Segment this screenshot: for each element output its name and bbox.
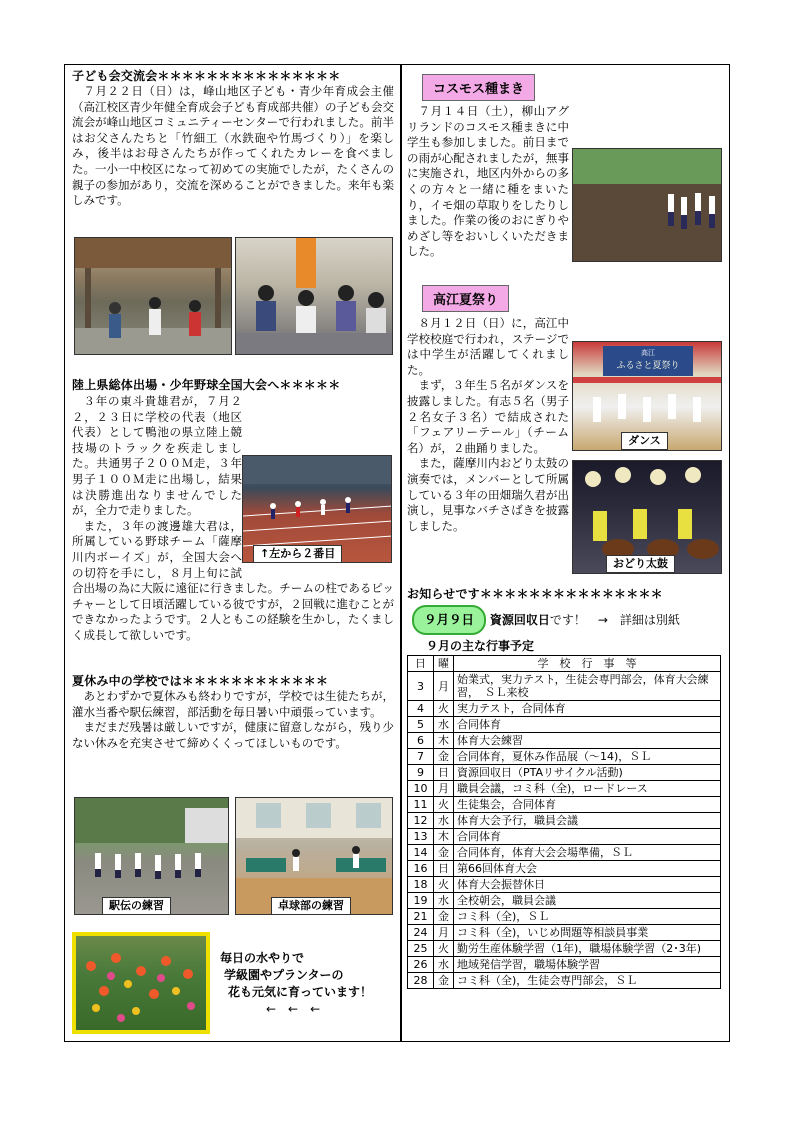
schedule-day-cell: 25	[408, 941, 434, 957]
schedule-day-cell: 11	[408, 797, 434, 813]
schedule-title: ９月の主な行事予定	[426, 639, 535, 653]
schedule-day-cell: 13	[408, 829, 434, 845]
schedule-day-cell: 28	[408, 973, 434, 989]
table-row	[408, 701, 721, 717]
schedule-event-cell: コミ科（全)，ＳＬ	[454, 909, 721, 925]
schedule-day-cell: 6	[408, 733, 434, 749]
schedule-body	[408, 672, 721, 989]
table-row	[408, 925, 721, 941]
flower-text	[220, 950, 372, 1018]
flower-arrows: ← ← ←	[266, 1002, 321, 1016]
schedule-event-cell: 全校朝会，職員会議	[454, 893, 721, 909]
flower-line-2: 学級園やプランターの	[224, 968, 344, 982]
rikujo-heading: 陸上県総体出場・少年野球全国大会へ＊＊＊＊＊	[72, 378, 341, 392]
kodomo-heading: 子ども会交流会＊＊＊＊＊＊＊＊＊＊＊＊＊＊＊	[72, 69, 341, 83]
matsuri-title: 高江夏祭り	[422, 285, 509, 312]
table-row	[408, 973, 721, 989]
table-row	[408, 797, 721, 813]
schedule-week-cell: 金	[434, 749, 454, 765]
schedule-event-cell: 体育大会予行，職員会議	[454, 813, 721, 829]
kodomo-photo-2	[235, 237, 393, 355]
schedule-header-week: 曜	[434, 656, 454, 672]
banner-main: ふるさと夏祭り	[616, 361, 680, 371]
ekiden-caption: 駅伝の練習	[102, 897, 171, 915]
table-row	[408, 781, 721, 797]
schedule-day-cell: 26	[408, 957, 434, 973]
flower-photo	[72, 932, 210, 1034]
table-row	[408, 877, 721, 893]
schedule-table	[407, 655, 721, 989]
column-divider	[400, 64, 402, 1042]
schedule-week-cell: 日	[434, 765, 454, 781]
flower-photo-art	[76, 936, 206, 1030]
schedule-header-event: 学 校 行 事 等	[454, 656, 721, 672]
rikujo-paragraph-1: ３年の東斗貴雄君が，７月２２，２３日に学校の代表（地区代表）として鴨池の県立陸上競技場のトラックを疾走しました。共通男子２００Ｍ走，３年男子１００Ｍ走に出場し，結果は決勝進出なりませんでしたが，全力で走りました。	[72, 394, 242, 518]
table-row	[408, 845, 721, 861]
natsu-paragraph-2: まだまだ残暑は厳しいですが，健康に留意しながら，残り少ない休みを充実させて締めくくってほしいものです。	[72, 720, 394, 750]
natsu-section	[72, 673, 394, 751]
schedule-day-cell: 7	[408, 749, 434, 765]
matsuri-paragraph-1: ８月１２日（日）に，高江中学校校庭で行われ，ステージでは中学生が活躍してくれました。	[407, 316, 569, 377]
schedule-event-cell: 資源回収日（PTAリサイクル活動)	[454, 765, 721, 781]
table-row	[408, 909, 721, 925]
schedule-event-cell: 第66回体育大会	[454, 861, 721, 877]
schedule-event-cell: 始業式，実力テスト，生徒会専門部会，体育大会練習， ＳＬ来校	[454, 672, 721, 701]
schedule-day-cell: 21	[408, 909, 434, 925]
table-row	[408, 893, 721, 909]
schedule-day-cell: 5	[408, 717, 434, 733]
natsu-heading: 夏休み中の学校では＊＊＊＊＊＊＊＊＊＊＊＊	[72, 674, 329, 688]
table-row	[408, 717, 721, 733]
kodomo-photo-1-art	[75, 238, 232, 355]
schedule-day-cell: 24	[408, 925, 434, 941]
table-row	[408, 861, 721, 877]
natsu-paragraph-1: あとわずかで夏休みも終わりですが，学校では生徒たちが，灌水当番や駅伝練習，部活動を毎日暑い中頑張っています。	[72, 689, 394, 719]
schedule-day-cell: 3	[408, 672, 434, 701]
schedule-week-cell: 水	[434, 813, 454, 829]
schedule-event-cell: 合同体育	[454, 829, 721, 845]
schedule-event-cell: 合同体育，夏休み作品展（～14)，ＳＬ	[454, 749, 721, 765]
cosmos-body: ７月１４日（土），柳山アグリランドのコスモス種まきに中学生も参加しました。前日までの雨が心配されましたが，無事に実施され，地区内外からの多くの方々と一緒に種をまいたり，イモ畑の草取りをしたりしました。作業の後のおにぎりやめざし等をおいしくいただきました。	[407, 104, 569, 259]
oshirase-suffix: です！ → 詳細は別紙	[549, 613, 680, 627]
oshirase-line	[412, 605, 680, 635]
oshirase-heading: お知らせです＊＊＊＊＊＊＊＊＊＊＊＊＊＊＊	[407, 587, 663, 601]
schedule-week-cell: 月	[434, 672, 454, 701]
cosmos-title-box	[422, 74, 535, 101]
schedule-week-cell: 火	[434, 877, 454, 893]
taiko-caption: おどり太鼓	[606, 555, 675, 573]
schedule-week-cell: 日	[434, 861, 454, 877]
schedule-week-cell: 月	[434, 925, 454, 941]
table-row	[408, 941, 721, 957]
cosmos-photo	[572, 148, 722, 262]
takkyu-caption: 卓球部の練習	[271, 897, 351, 915]
schedule-week-cell: 水	[434, 957, 454, 973]
matsuri-title-box	[422, 285, 509, 312]
schedule-day-cell: 18	[408, 877, 434, 893]
kodomo-photo-2-art	[236, 238, 393, 355]
kodomo-body: ７月２２日（日）は，峰山地区子ども・青少年育成会主催（高江校区青少年健全育成会子ども育成部共催）の子ども会交流会が峰山地区コミュニティーセンターで行われました。前半はお父さんたちと「竹細工（水鉄砲や竹馬づくり）」を楽しみ，後半はお母さんたちが作ってくれたカレーを食べました。一小一中校区になって初めての実施でしたが，たくさんの親子の参加があり，交流を深めることができました。来年も楽しみです。	[72, 84, 394, 208]
schedule-week-cell: 金	[434, 845, 454, 861]
left-column	[72, 68, 394, 209]
table-row	[408, 672, 721, 701]
matsuri-paragraph-2: まず，３年生５名がダンスを披露しました。有志５名（男子２名女子３名）で結成された「フェアリーテール」（チーム名）が，２曲踊りました。	[407, 378, 569, 455]
rikujo-caption: ↑左から２番目	[253, 545, 342, 563]
banner-small: 高江	[641, 349, 655, 357]
schedule-week-cell: 月	[434, 781, 454, 797]
schedule-day-cell: 10	[408, 781, 434, 797]
flower-line-1: 毎日の水やりで	[220, 951, 305, 965]
rikujo-section	[72, 377, 394, 393]
schedule-header-row	[408, 656, 721, 672]
schedule-week-cell: 火	[434, 797, 454, 813]
schedule-week-cell: 水	[434, 717, 454, 733]
schedule-week-cell: 木	[434, 733, 454, 749]
schedule-week-cell: 金	[434, 909, 454, 925]
schedule-week-cell: 金	[434, 973, 454, 989]
schedule-day-cell: 16	[408, 861, 434, 877]
table-row	[408, 957, 721, 973]
kodomo-photo-1	[74, 237, 232, 355]
schedule-week-cell: 水	[434, 893, 454, 909]
schedule-week-cell: 火	[434, 941, 454, 957]
schedule-event-cell: 体育大会振替休日	[454, 877, 721, 893]
schedule-event-cell: 合同体育	[454, 717, 721, 733]
schedule-event-cell: 職員会議，コミ科（全)，ロードレース	[454, 781, 721, 797]
schedule-day-cell: 9	[408, 765, 434, 781]
schedule-event-cell: 合同体育，体育大会会場準備，ＳＬ	[454, 845, 721, 861]
oshirase-event: 資源回収日	[489, 613, 550, 627]
schedule-week-cell: 木	[434, 829, 454, 845]
schedule-day-cell: 4	[408, 701, 434, 717]
schedule-week-cell: 火	[434, 701, 454, 717]
schedule-event-cell: コミ科（全)，生徒会専門部会，ＳＬ	[454, 973, 721, 989]
schedule-day-cell: 19	[408, 893, 434, 909]
schedule-header-day: 日	[408, 656, 434, 672]
schedule-event-cell: 地域発信学習，職場体験学習	[454, 957, 721, 973]
cosmos-photo-art	[573, 149, 722, 262]
table-row	[408, 813, 721, 829]
schedule-event-cell: コミ科（全)，いじめ問題等相談員事業	[454, 925, 721, 941]
table-row	[408, 829, 721, 845]
matsuri-paragraph-3: また，薩摩川内おどり太鼓の演奏では，メンバーとして所属している３年の田畑瑞久君が出演し，見事なバチさばきを披露しました。	[407, 456, 569, 533]
schedule-day-cell: 14	[408, 845, 434, 861]
schedule-event-cell: 勤労生産体験学習（1年)，職場体験学習（2･3年)	[454, 941, 721, 957]
table-row	[408, 733, 721, 749]
rikujo-paragraph-2: また，３年の渡邊雄大君は，所属している野球チーム「薩摩川内ボーイズ」が，全国大会への切符を手にし，８月上旬に試合出場の為に大阪に遠征に行きました。チームの柱であるピッチャーとして日頃活躍している彼ですが，２回戦に進むことができなかったようです。２人ともこの経験を生かし，たくましく成長して欲しいです。	[72, 518, 394, 642]
cosmos-title: コスモス種まき	[422, 74, 535, 101]
flower-line-3: 花も元気に育っています！	[228, 985, 373, 999]
schedule-event-cell: 生徒集会，合同体育	[454, 797, 721, 813]
schedule-day-cell: 12	[408, 813, 434, 829]
schedule-event-cell: 体育大会練習	[454, 733, 721, 749]
table-row	[408, 765, 721, 781]
table-row	[408, 749, 721, 765]
dance-caption: ダンス	[621, 432, 668, 450]
schedule-event-cell: 実力テスト，合同体育	[454, 701, 721, 717]
oshirase-date: ９月９日	[412, 605, 486, 635]
